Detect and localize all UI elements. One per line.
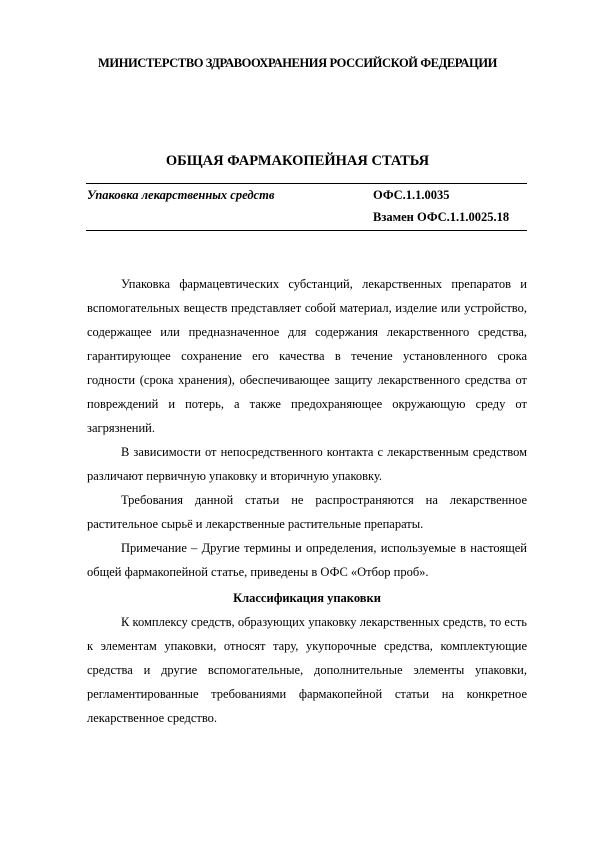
ministry-heading: МИНИСТЕРСТВО ЗДРАВООХРАНЕНИЯ РОССИЙСКОЙ ФЕДЕРАЦИИ bbox=[98, 56, 497, 70]
paragraph: Упаковка фармацевтических субстанций, лекарственных препаратов и вспомогательных веществ представляет собой материал, изделие или устройство, содержащее или предназначенное для содержания лекарственного средства, гарантирующее сохранение его качества в течение установленного срока годности (срока хранения), обеспечивающее защиту лекарственного средства от повреждений и потерь, а также предохраняющее окружающую среду от загрязнений. bbox=[87, 277, 527, 435]
paragraph: В зависимости от непосредственного контакта с лекарственным средством различают первичную упаковку и вторичную упаковку. bbox=[87, 445, 527, 483]
article-replaces: Взамен ОФС.1.1.0025.18 bbox=[373, 210, 510, 224]
article-body bbox=[87, 272, 527, 730]
paragraph: Требования данной статьи не распространяются на лекарственное растительное сырьё и лекарственные растительные препараты. bbox=[87, 493, 527, 531]
header-rule-bottom bbox=[86, 230, 527, 231]
article-code: ОФС.1.1.0035 bbox=[373, 188, 450, 202]
paragraph: К комплексу средств, образующих упаковку лекарственных средств, то есть к элементам упаковки, относят тару, укупорочные средства, комплектующие средства и другие вспомогательные, дополнительные элементы упаковки, регламентированные требованиями фармакопейной статьи на конкретное лекарственное средство. bbox=[87, 615, 527, 725]
paragraph: Примечание – Другие термины и определения, используемые в настоящей общей фармакопейной статье, приведены в ОФС «Отбор проб». bbox=[87, 541, 527, 579]
section-heading: Классификация упаковки bbox=[233, 591, 381, 605]
article-subject: Упаковка лекарственных средств bbox=[87, 188, 275, 202]
document-type-title: ОБЩАЯ ФАРМАКОПЕЙНАЯ СТАТЬЯ bbox=[165, 153, 430, 169]
header-rule-top bbox=[86, 183, 527, 184]
